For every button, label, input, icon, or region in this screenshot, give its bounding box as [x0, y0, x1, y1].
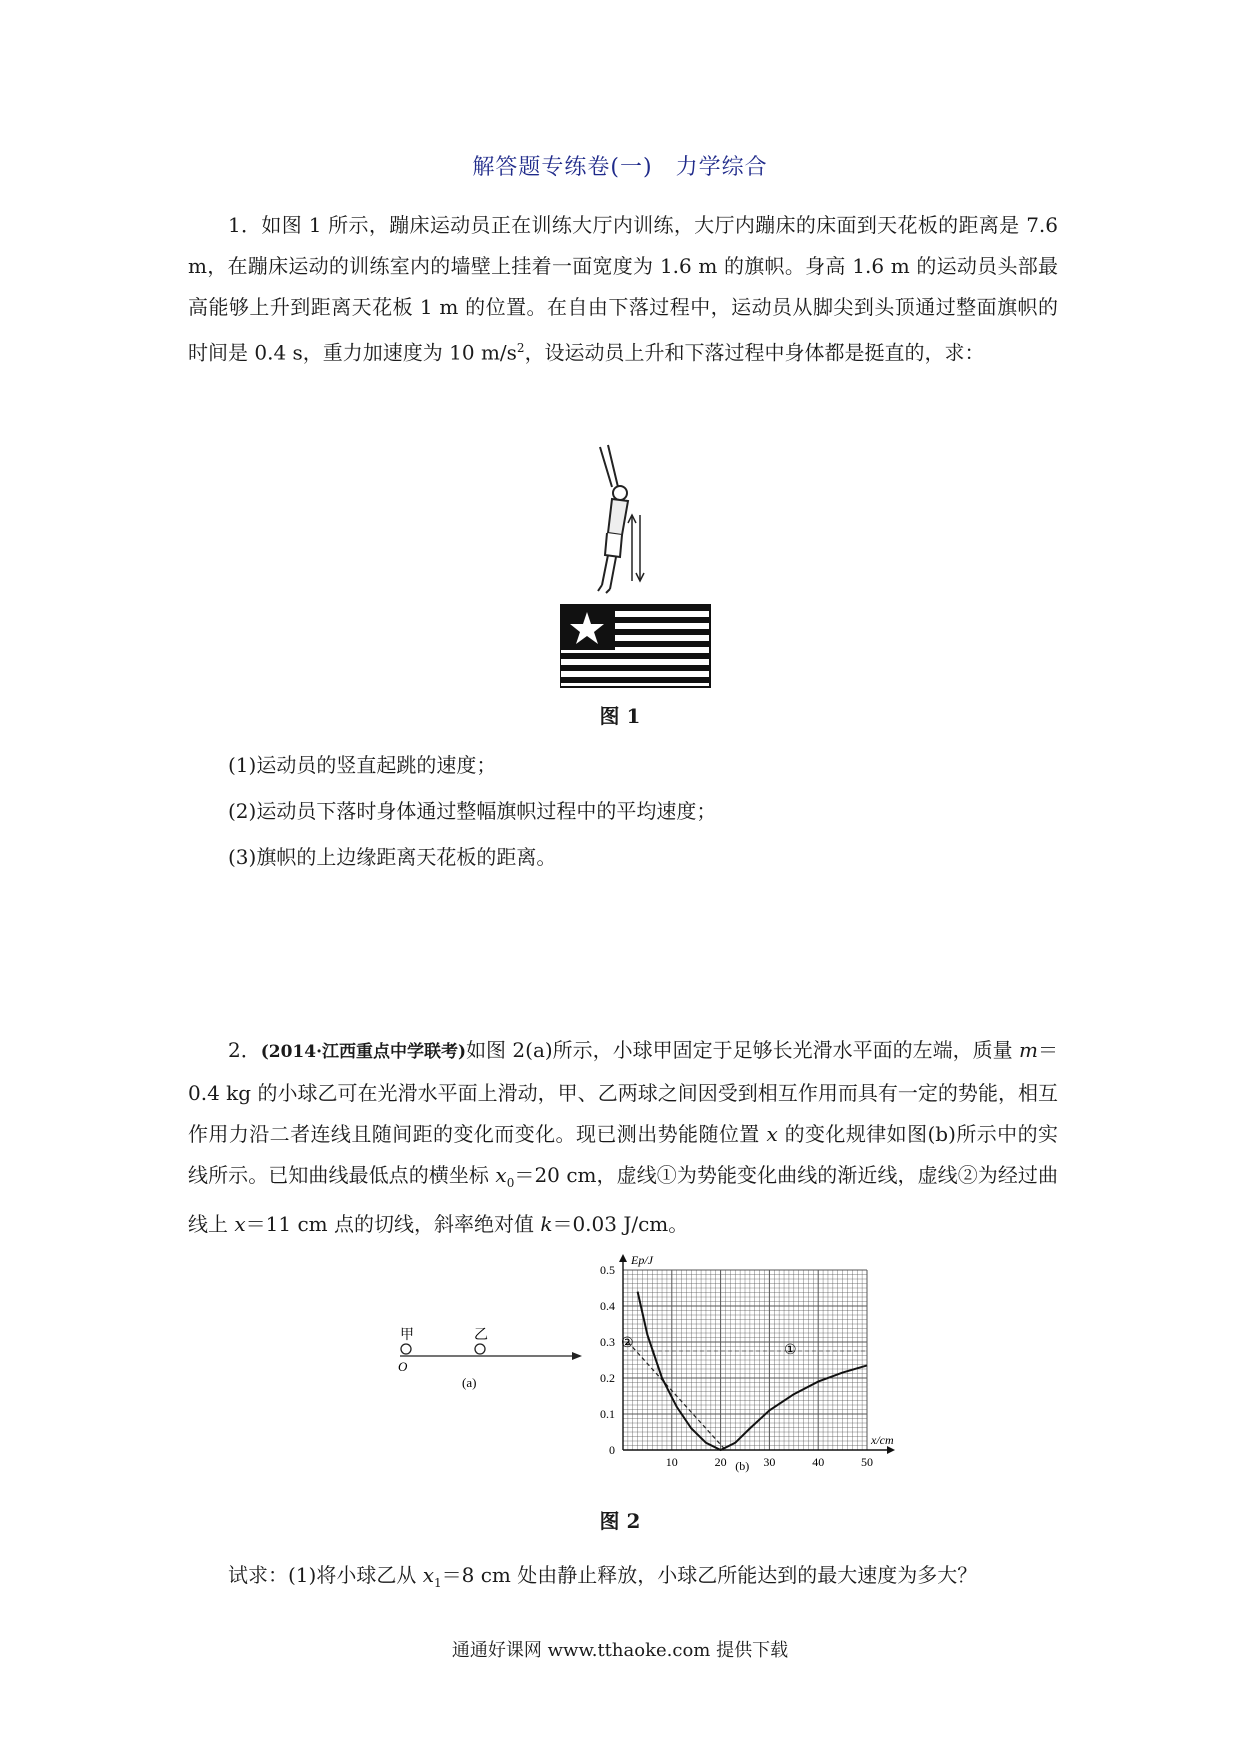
q2-t5: ＝11 cm 点的切线，斜率绝对值	[245, 1212, 541, 1236]
x-tick-label: 20	[714, 1455, 727, 1469]
figure-1-caption: 图 1	[599, 704, 641, 728]
q1-sub-1: (1)运动员的竖直起跳的速度；	[228, 753, 497, 777]
q1-text-b: ，设运动员上升和下落过程中身体都是挺直的，求：	[524, 340, 985, 365]
y-axis-arrow-icon	[619, 1254, 627, 1262]
ball-yi-icon	[475, 1344, 485, 1354]
q2-m: m	[1019, 1038, 1038, 1062]
q2-t2: ＝0.4 kg 的小球乙可在光滑水平面上滑动，甲、乙两球之间因受到相互作用而具有一定的势能，相互作用力沿二者连线且随间距的变化而变化。现已测出势能随位置	[188, 1038, 1058, 1146]
q2-x: x	[766, 1122, 778, 1146]
label-a: (a)	[462, 1375, 477, 1390]
chart-grid	[619, 1254, 895, 1454]
flag-icon	[560, 605, 710, 687]
q2-x0: x	[495, 1163, 507, 1187]
figure-2-caption: 图 2	[599, 1509, 641, 1533]
label-yi: 乙	[474, 1328, 488, 1343]
y-tick-label: 0.4	[600, 1299, 615, 1313]
q2-number: 2．	[228, 1038, 261, 1062]
y-tick-label: 0.5	[600, 1263, 615, 1277]
q2-source: (2014·江西重点中学联考)	[260, 1042, 467, 1062]
chart-ylabel: Ep/J	[631, 1253, 653, 1267]
y-tick-label: 0.1	[600, 1407, 615, 1421]
q2-ask-a: 试求：(1)将小球乙从	[228, 1563, 423, 1587]
q2-x2: x	[234, 1212, 246, 1236]
motion-arrows	[628, 515, 644, 581]
q2-x0-sub: 0	[506, 1176, 515, 1190]
annotation-2: ②	[621, 1336, 634, 1351]
figure-1-illustration	[560, 435, 720, 690]
chart-ticks	[600, 1263, 873, 1469]
x-axis-arrow-icon	[887, 1446, 895, 1454]
y-tick-label: 0	[609, 1443, 615, 1457]
x-tick-label: 10	[665, 1455, 678, 1469]
x-tick-label: 50	[861, 1455, 873, 1469]
chart-panel-label: (b)	[735, 1459, 750, 1473]
figure-2b-chart	[585, 1250, 905, 1490]
label-origin: O	[398, 1359, 408, 1374]
page-footer: 通通好课网 www.tthaoke.com 提供下载	[451, 1640, 789, 1661]
chart-xlabel: x/cm	[871, 1433, 894, 1447]
q1-sup: 2	[516, 341, 525, 355]
question-2-text	[188, 1030, 1058, 1245]
q2-ask-b: ＝8 cm 处由静止释放，小球乙所能达到的最大速度为多大？	[441, 1563, 978, 1587]
q2-k: k	[540, 1212, 553, 1236]
y-tick-label: 0.2	[600, 1371, 615, 1385]
x-tick-label: 40	[812, 1455, 825, 1469]
x-tick-label: 30	[763, 1455, 776, 1469]
figure-2a	[392, 1325, 592, 1395]
q2-t4: ＝20 cm，虚线①为势能变化曲线的渐近线，虚线②为经过曲线上	[188, 1163, 1058, 1236]
q1-sub-3: (3)旗帜的上边缘距离天花板的距离。	[228, 845, 557, 869]
q1-text-a: 如图 1 所示，蹦床运动员正在训练大厅内训练，大厅内蹦床的床面到天花板的距离是 7.6 m，在蹦床运动的训练室内的墙壁上挂着一面宽度为 1.6 m 的旗帜。身高 1.6 m 的运动员头部最高能够上升到距离天花板 1 m 的位置。在自由下落过程中，运动员从脚尖到头顶通过整面旗帜的时间是 0.4 s，重力加速度为 10 m/s	[188, 213, 1058, 365]
q2-t1: 如图 2(a)所示，小球甲固定于足够长光滑水平面的左端，质量	[466, 1038, 1020, 1062]
q2-t3: 的变化规律如图(b)所示中的实线所示。已知曲线最低点的横坐标	[188, 1122, 1059, 1187]
q2-ask	[228, 1560, 977, 1598]
athlete-figure	[598, 445, 628, 593]
q1-sub-2: (2)运动员下落时身体通过整幅旗帜过程中的平均速度；	[228, 799, 717, 823]
y-tick-label: 0.3	[600, 1335, 615, 1349]
q2-ask-x: x	[422, 1563, 434, 1587]
q2-t6: ＝0.03 J/cm。	[552, 1212, 689, 1236]
q1-number: 1．	[228, 213, 262, 237]
annotation-1: ①	[784, 1343, 797, 1359]
page-title: 解答题专练卷(一) 力学综合	[472, 155, 768, 180]
ball-jia-icon	[401, 1344, 411, 1354]
q2-ask-sub: 1	[433, 1576, 442, 1590]
label-jia: 甲	[400, 1328, 414, 1343]
axis-arrow-icon	[572, 1352, 582, 1360]
question-1-text	[188, 205, 1058, 374]
